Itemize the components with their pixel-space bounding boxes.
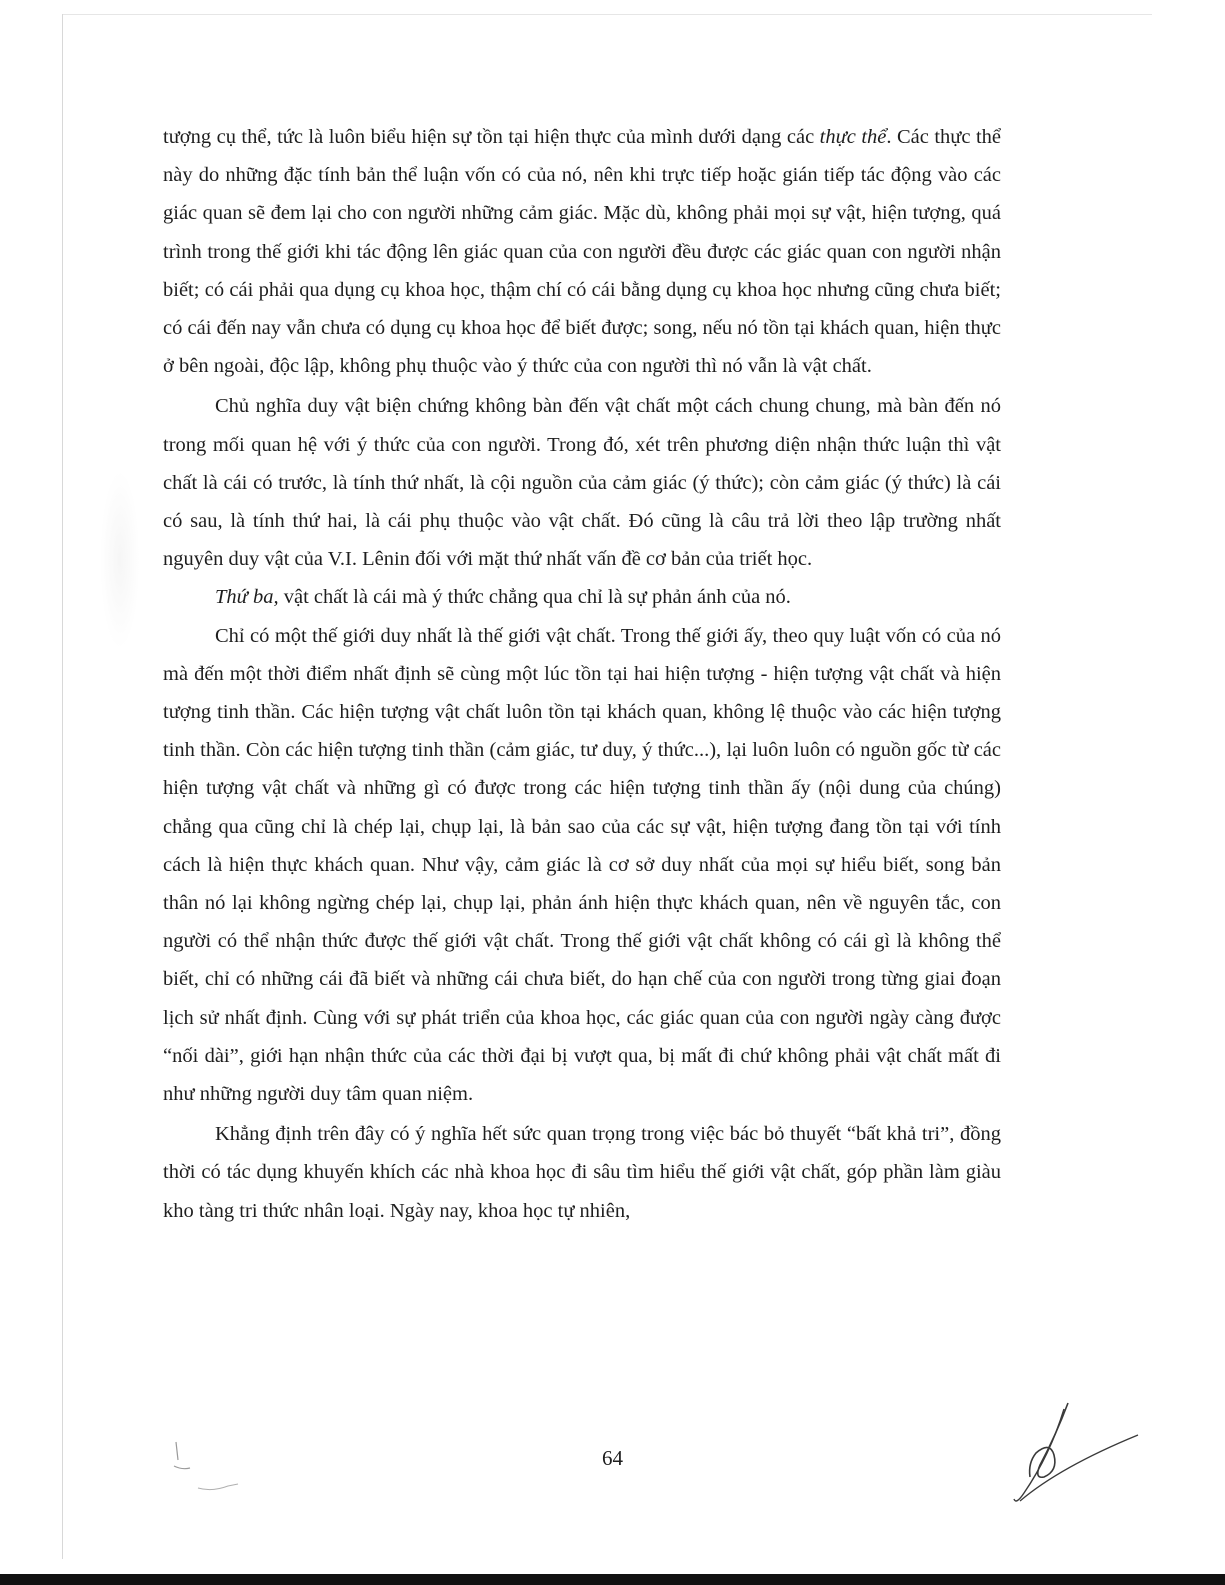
paragraph-3-italic-lead: Thứ ba, bbox=[215, 586, 279, 609]
corner-scribble-mark bbox=[168, 1440, 258, 1510]
paragraph-4: Chỉ có một thế giới duy nhất là thế giới vật chất. Trong thế giới ấy, theo quy luật vốn có của nó mà đến một thời điểm nhất định sẽ cùng một lúc tồn tại hai hiện tượng - hiện tượng vật chất và hiện tượng tinh thần. Các hiện tượng vật chất luôn tồn tại khách quan, không lệ thuộc vào các hiện tượng tinh thần. Còn các hiện tượng tinh thần (cảm giác, tư duy, ý thức...), lại luôn luôn có nguồn gốc từ các hiện tượng vật chất và những gì có được trong các hiện tượng tinh thần ấy (nội dung của chúng) chẳng qua cũng chỉ là chép lại, chụp lại, là bản sao của các sự vật, hiện tượng đang tồn tại với tính cách là hiện thực khách quan. Như vậy, cảm giác là cơ sở duy nhất của mọi sự hiểu biết, song bản thân nó lại không ngừng chép lại, chụp lại, phản ánh hiện thực khách quan, nên về nguyên tắc, con người có thể nhận thức được thế giới vật chất. Trong thế giới vật chất không có cái gì là không thể biết, chỉ có những cái đã biết và những cái chưa biết, do hạn chế của con người trong từng giai đoạn lịch sử nhất định. Cùng với sự phát triển của khoa học, các giác quan của con người ngày càng được “nối dài”, giới hạn nhận thức của các thời đại bị vượt qua, bị mất đi chứ không phải vật chất mất đi như những người duy tâm quan niệm. bbox=[163, 624, 1001, 1106]
scan-smudge bbox=[100, 470, 140, 650]
scan-left-edge bbox=[62, 14, 63, 1559]
paragraph-3-text: vật chất là cái mà ý thức chẳng qua chỉ là sự phản ánh của nó. bbox=[278, 586, 791, 609]
page-number: 64 bbox=[602, 1446, 623, 1470]
paragraph-2: Chủ nghĩa duy vật biện chứng không bàn đến vật chất một cách chung chung, mà bàn đến nó trong mối quan hệ với ý thức của con người. Trong đó, xét trên phương diện nhận thức luận thì vật chất là cái có trước, là tính thứ nhất, là cội nguồn của cảm giác (ý thức); còn cảm giác (ý thức) là cái có sau, là tính thứ hai, là cái phụ thuộc vào vật chất. Đó cũng là câu trả lời theo lập trường nhất nguyên duy vật của V.I. Lênin đối với mặt thứ nhất vấn đề cơ bản của triết học. bbox=[163, 395, 1001, 571]
scan-top-edge bbox=[62, 14, 1152, 15]
paragraph-1-text: tượng cụ thể, tức là luôn biểu hiện sự tồn tại hiện thực của mình dưới dạng các bbox=[163, 126, 820, 148]
handwritten-signature bbox=[1000, 1395, 1150, 1515]
paragraph-5: Khẳng định trên đây có ý nghĩa hết sức quan trọng trong việc bác bỏ thuyết “bất khả tri”, đồng thời có tác dụng khuyến khích các nhà khoa học đi sâu tìm hiểu thế giới vật chất, góp phần làm giàu kho tàng tri thức nhân loại. Ngày nay, khoa học tự nhiên, bbox=[163, 1123, 1001, 1222]
scan-bottom-edge bbox=[0, 1574, 1225, 1585]
paragraph-1-continuation: . Các thực thể này do những đặc tính bản thể luận vốn có của nó, nên khi trực tiếp hoặc gián tiếp tác động vào các giác quan sẽ đem lại cho con người những cảm giác. Mặc dù, không phải mọi sự vật, hiện tượng, quá trình trong thế giới khi tác động lên giác quan của con người đều được các giác quan con người nhận biết; có cái phải qua dụng cụ khoa học, thậm chí có cái bằng dụng cụ khoa học nhưng cũng chưa biết; có cái đến nay vẫn chưa có dụng cụ khoa học để biết được; song, nếu nó tồn tại khách quan, hiện thực ở bên ngoài, độc lập, không phụ thuộc vào ý thức của con người thì nó vẫn là vật chất. bbox=[163, 126, 1002, 378]
paragraph-3 bbox=[163, 578, 1001, 616]
page-body-text bbox=[163, 118, 1001, 1230]
paragraph-1 bbox=[163, 118, 1001, 385]
paragraph-1-italic-term: thực thể bbox=[819, 126, 887, 148]
